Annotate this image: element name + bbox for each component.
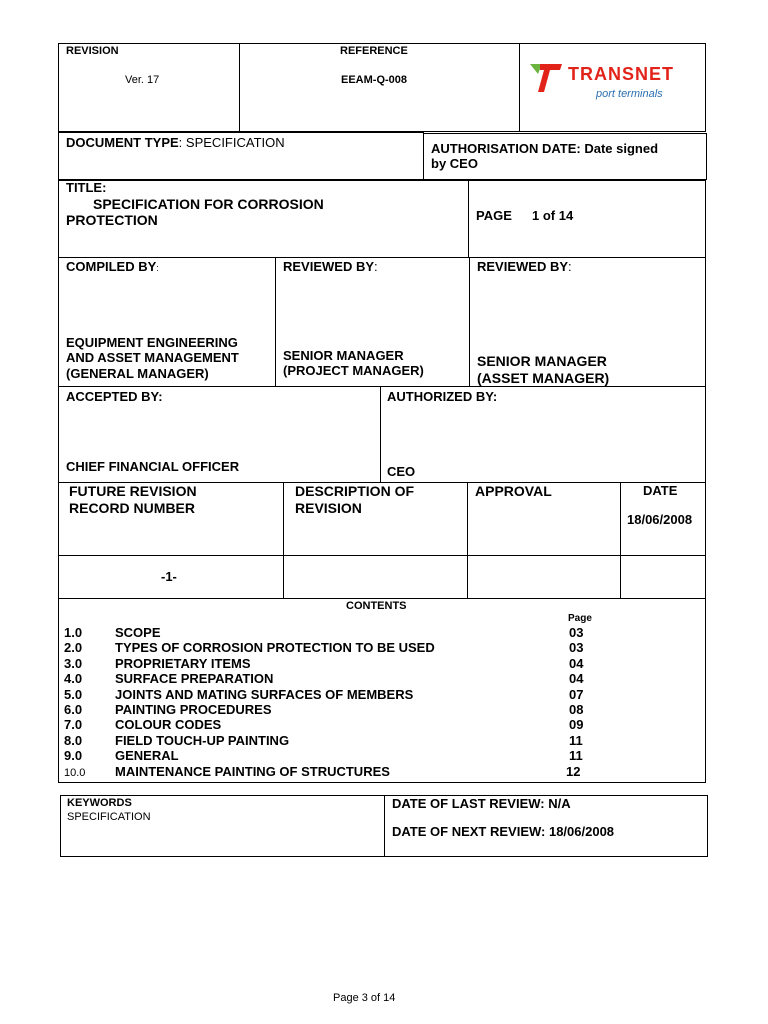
contents-item-number: 8.0 <box>64 732 83 748</box>
contents-item-number: 2.0 <box>64 640 83 656</box>
title-line2: PROTECTION <box>66 212 158 228</box>
contents-item-title: MAINTENANCE PAINTING OF STRUCTURES <box>115 763 390 779</box>
reviewed-by-2-line2: (ASSET MANAGER) <box>477 370 610 386</box>
contents-item-page: 04 <box>569 671 584 687</box>
page-footer: Page 3 of 14 <box>333 992 396 1004</box>
contents-page-heading: Page <box>568 613 592 624</box>
reference-value: EEAM-Q-008 <box>341 74 408 86</box>
document-type <box>66 136 285 151</box>
contents-item-number: 3.0 <box>64 655 83 671</box>
contents-item-title: SURFACE PREPARATION <box>115 671 274 687</box>
contents-item-page: 09 <box>569 717 584 733</box>
contents-item-title: PROPRIETARY ITEMS <box>115 655 251 671</box>
contents-item-title: FIELD TOUCH-UP PAINTING <box>115 732 290 748</box>
authorisation-date-line2: by CEO <box>431 156 478 171</box>
transnet-logo-icon <box>528 60 564 94</box>
page-label: PAGE <box>476 208 512 223</box>
reviewed-by-1-label: REVIEWED BY: <box>283 259 378 274</box>
document-type-value: SPECIFICATION <box>185 135 285 150</box>
revision-row-number: -1- <box>161 569 177 584</box>
accepted-by-value: CHIEF FINANCIAL OFFICER <box>66 459 240 474</box>
revision-record-row-divider <box>58 555 706 556</box>
contents-heading: CONTENTS <box>346 600 407 612</box>
authorisation-date-line1: AUTHORISATION DATE: Date signed <box>431 141 659 156</box>
authorized-by-value: CEO <box>387 464 416 479</box>
revision-record-col-1 <box>283 482 284 599</box>
contents-item-page: 03 <box>569 640 584 656</box>
document-type-colon: : <box>178 135 183 150</box>
compiled-by-line1: EQUIPMENT ENGINEERING <box>66 335 238 350</box>
keywords-divider <box>384 795 385 857</box>
acceptance-divider <box>380 386 381 483</box>
reviewed-by-1-line1: SENIOR MANAGER <box>283 348 404 363</box>
contents-item-title: COLOUR CODES <box>115 717 222 733</box>
contents-item-page: 11 <box>569 748 583 764</box>
compiled-by-label: COMPILED BY: <box>66 259 159 274</box>
signature-divider-1 <box>275 257 276 387</box>
revision-record-col-3 <box>620 482 621 599</box>
reference-label: REFERENCE <box>340 45 408 57</box>
contents-item-number: 7.0 <box>64 717 83 733</box>
description-header-line1: DESCRIPTION OF <box>295 483 415 499</box>
contents-item-number: 10.0 <box>64 766 86 779</box>
future-revision-header-line1: FUTURE REVISION <box>69 483 197 499</box>
keywords-value: SPECIFICATION <box>67 811 151 823</box>
last-review-date: DATE OF LAST REVIEW: N/A <box>392 796 571 811</box>
contents-item-number: 5.0 <box>64 686 83 702</box>
contents-item-page: 12 <box>566 763 581 779</box>
contents-item-page: 11 <box>569 732 583 748</box>
transnet-logo <box>528 58 698 108</box>
header-divider-2 <box>519 43 520 132</box>
future-revision-header-line2: RECORD NUMBER <box>69 500 195 516</box>
description-header-line2: REVISION <box>295 500 362 516</box>
contents-item-page: 08 <box>569 702 584 717</box>
title-line1: SPECIFICATION FOR CORROSION <box>93 196 324 212</box>
contents-item-title: SCOPE <box>115 625 161 640</box>
header-divider-1 <box>239 43 240 132</box>
document-type-label: DOCUMENT TYPE <box>66 135 179 150</box>
accepted-by-label: ACCEPTED BY: <box>66 389 163 404</box>
logo-name: TRANSNET <box>568 64 674 84</box>
compiled-by-line3: (GENERAL MANAGER) <box>66 366 209 381</box>
next-review-date: DATE OF NEXT REVIEW: 18/06/2008 <box>392 824 615 839</box>
contents-item-number: 6.0 <box>64 702 83 717</box>
date-value: 18/06/2008 <box>627 512 693 527</box>
contents-item-title: GENERAL <box>115 748 179 764</box>
contents-item-title: TYPES OF CORROSION PROTECTION TO BE USED <box>115 640 435 656</box>
contents-item-title: PAINTING PROCEDURES <box>115 702 272 717</box>
authorized-by-label: AUTHORIZED BY: <box>387 389 498 404</box>
date-header: DATE <box>643 483 678 498</box>
signature-divider-2 <box>469 257 470 387</box>
revision-label: REVISION <box>66 45 119 57</box>
reviewed-by-2-line1: SENIOR MANAGER <box>477 353 607 369</box>
contents-item-title: JOINTS AND MATING SURFACES OF MEMBERS <box>115 686 414 702</box>
reviewed-by-2-label: REVIEWED BY: <box>477 259 572 274</box>
approval-header: APPROVAL <box>475 483 552 499</box>
contents-item-number: 1.0 <box>64 625 83 640</box>
keywords-label: KEYWORDS <box>67 797 132 809</box>
page-value: 1 of 14 <box>532 208 574 223</box>
contents-item-number: 4.0 <box>64 671 83 687</box>
reviewed-by-1-line2: (PROJECT MANAGER) <box>283 363 424 378</box>
revision-record-col-2 <box>467 482 468 599</box>
contents-item-page: 04 <box>569 655 584 671</box>
revision-value: Ver. 17 <box>125 74 160 86</box>
contents-item-page: 07 <box>569 686 584 702</box>
compiled-by-line2: AND ASSET MANAGEMENT <box>66 350 239 365</box>
logo-subtitle: port terminals <box>596 88 663 100</box>
title-label: TITLE: <box>66 180 107 195</box>
contents-item-page: 03 <box>569 625 584 640</box>
contents-item-number: 9.0 <box>64 748 83 764</box>
